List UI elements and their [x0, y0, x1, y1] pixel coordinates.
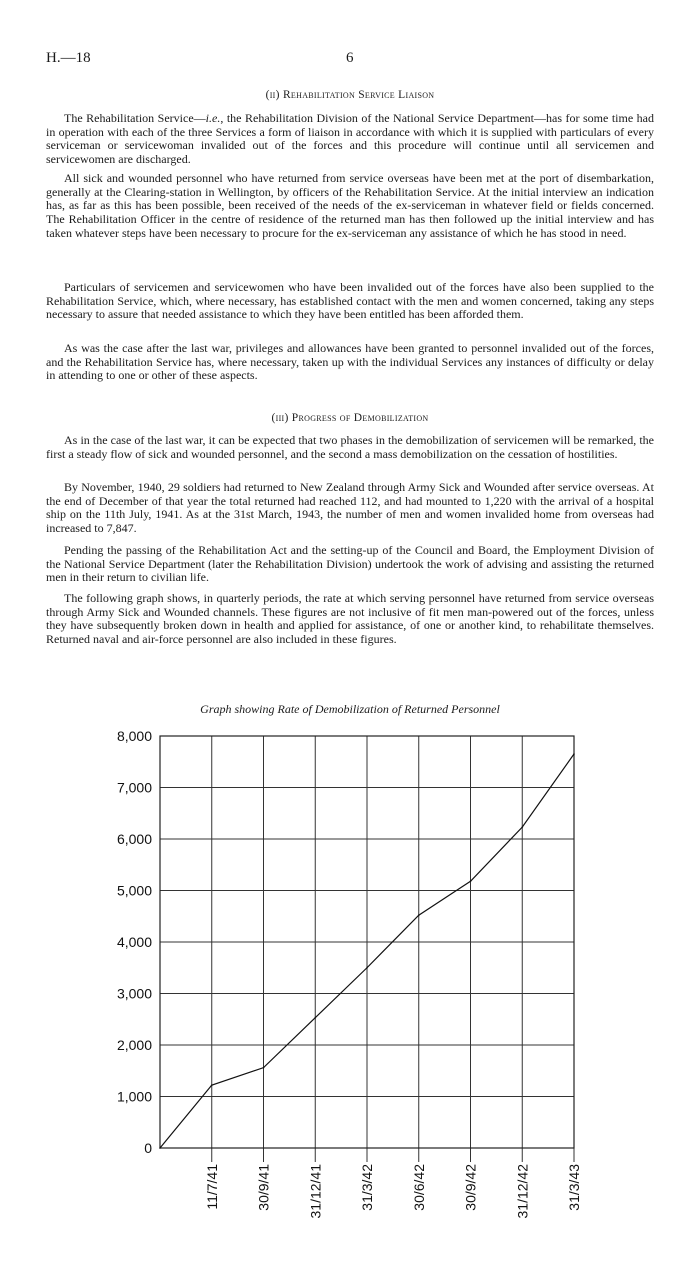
data-point: [366, 967, 368, 969]
paragraph-text: The Rehabilitation Service—: [64, 111, 206, 125]
paragraph-italic: i.e.: [205, 111, 221, 125]
section-ii-paragraph-3: Particulars of servicemen and servicewomen who have been invalided out of the forces have also been supplied to the Rehabilitation Service, which, where necessary, has established contact with the men and women concerned, taking any steps necessary to assure that needed assistance to which they have been entitled has been afforded them.: [46, 280, 654, 322]
x-tick-label: 31/12/42: [514, 1164, 531, 1219]
data-point: [521, 826, 523, 828]
section-iii-paragraph-3: Pending the passing of the Rehabilitation Act and the setting-up of the Council and Board, the Employment Division of the National Service Department (later the Rehabilitation Division) undertook the work of advising and assisting the returned men in their return to civilian life.: [46, 543, 654, 585]
data-point: [263, 1067, 265, 1069]
demobilization-line-chart: [0, 720, 700, 1240]
y-tick-label: 7,000: [116, 779, 152, 796]
page-number: 6: [346, 50, 354, 66]
section-ii-paragraph-2: All sick and wounded personnel who have returned from service overseas have been met at the port of disembarkation, generally at the Clearing-station in Wellington, by officers of the Rehabilitation Service. At the initial interview an indication has, as far as this has been possible, been received of the needs of the ex-serviceman in whatever field or fields concerned. The Rehabilitation Officer in the centre of residence of the returned man has then followed up the initial interview and has taken whatever steps have been necessary to procure for the ex-serviceman any assistance of which he has stood in need.: [46, 171, 654, 240]
section-ii-paragraph-1: [46, 112, 654, 167]
y-tick-label: 4,000: [116, 934, 152, 950]
y-tick-label: 3,000: [116, 985, 152, 1002]
data-point: [470, 880, 472, 882]
x-tick-label: 30/6/42: [410, 1164, 427, 1211]
data-point: [573, 753, 575, 755]
x-tick-label: 11/7/41: [203, 1164, 220, 1210]
y-tick-label: 2,000: [116, 1037, 152, 1053]
page-header: [46, 50, 654, 70]
y-tick-label: 0: [144, 1140, 152, 1156]
section-iii-paragraph-4: The following graph shows, in quarterly periods, the rate at which serving personnel have returned from service overseas through Army Sick and Wounded channels. These figures are not inclusive of fit men man-powered out of the forces, unless they have subsequently broken down in health and applied for assistance, of one or another kind, to rehabilitate themselves. Returned naval and air-force personnel are also included in these figures.: [46, 591, 654, 647]
x-tick-label: 30/9/42: [462, 1164, 479, 1211]
data-point: [418, 914, 420, 916]
x-tick-label: 30/9/41: [255, 1164, 272, 1211]
graph-title: Graph showing Rate of Demobilization of Returned Personnel: [200, 702, 500, 716]
section-iii-heading: (iii) Progress of Demobilization: [271, 412, 429, 424]
data-point: [211, 1084, 213, 1086]
y-tick-label: 5,000: [116, 882, 152, 899]
x-tick-label: 31/3/42: [359, 1164, 375, 1211]
y-tick-label: 6,000: [116, 831, 152, 847]
section-ii-paragraph-4: As was the case after the last war, privileges and allowances have been granted to personnel invalided out of the forces, and the Rehabilitation Service has, where necessary, taken up with the individual Services any instances of difficulty or delay in attending to one or other of these aspects.: [46, 341, 654, 383]
section-iii-paragraph-2: By November, 1940, 29 soldiers had returned to New Zealand through Army Sick and Wounded after service overseas. At the end of December of that year the total returned had reached 112, and had mounted to 1,220 with the arrival of a hospital ship on the 11th July, 1941. As at the 31st March, 1943, the number of men and women invalided home from overseas had increased to 7,847.: [46, 480, 654, 536]
section-ii-heading: (ii) Rehabilitation Service Liaison: [265, 89, 435, 101]
document-reference: H.—18: [46, 50, 91, 66]
x-tick-label: 31/3/43: [566, 1164, 582, 1211]
y-tick-label: 8,000: [116, 728, 152, 744]
paragraph-text: , the Rehabilitation Division of the National Service Department—has for some time had in operation with each of the three Services a form of liaison in accordance with which it is supplied with particulars of every serviceman or servicewoman invalided out of the forces and this procedure will continue until all servicemen and servicewomen are discharged.: [46, 111, 655, 167]
data-point: [159, 1147, 161, 1149]
y-tick-label: 1,000: [116, 1088, 152, 1105]
section-iii-paragraph-1: As in the case of the last war, it can be expected that two phases in the demobilization of servicemen will be remarked, the first a steady flow of sick and wounded personnel, and the second a mass demobilization on the cessation of hostilities.: [46, 433, 654, 461]
x-tick-label: 31/12/41: [307, 1164, 324, 1219]
data-point: [314, 1017, 316, 1019]
